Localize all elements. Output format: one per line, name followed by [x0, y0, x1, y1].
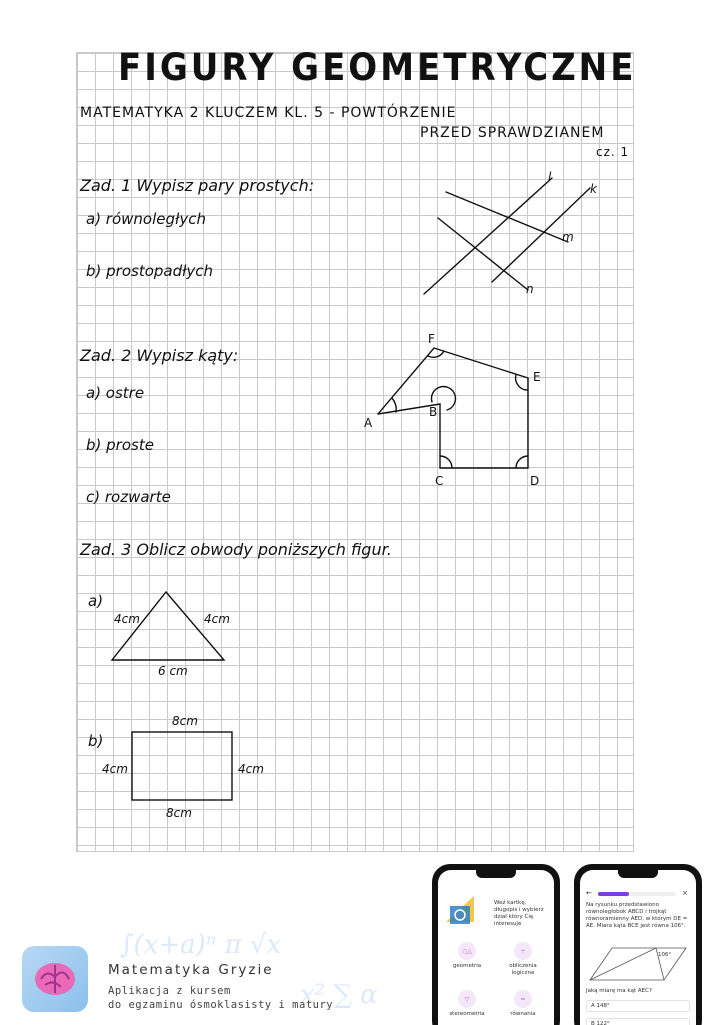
label-line-k: k — [590, 182, 597, 196]
brand-description-line-1: Aplikacja z kursem — [108, 985, 231, 997]
rectangle-top-label: 8cm — [172, 714, 198, 728]
brain-icon — [31, 959, 79, 999]
question-text: Na rysunku przedstawiono równoległobok ABCD i trójkąt równoramienny AED, w którym DE = AE. Miara kąta BCE jest równa 106°. — [586, 902, 688, 929]
category-icon: ÷ — [514, 942, 532, 960]
task-1-b: b) prostopadłych — [86, 262, 214, 280]
question-prompt: Jaką miarę ma kąt AEC? — [586, 988, 652, 994]
label-line-m: m — [562, 230, 574, 244]
label-line-l: l — [548, 170, 552, 184]
point-e: E — [533, 370, 541, 384]
progress-bar — [598, 892, 676, 896]
brand-description — [108, 984, 333, 1012]
label-line-n: n — [526, 282, 534, 296]
phone-screen — [580, 870, 696, 1025]
promo-banner — [0, 860, 720, 1025]
category-geometria[interactable]: ○△ geometria — [442, 942, 492, 970]
decorative-math-2: x² ∑ α — [300, 980, 378, 1010]
point-d: D — [530, 474, 540, 488]
phone-1-intro: Weź kartkę, długopis i wybierz dział który Cię interesuje — [494, 900, 544, 927]
category-icon: ▽ — [458, 990, 476, 1008]
parallelogram-figure — [586, 944, 690, 984]
geometry-tools-icon — [444, 892, 480, 928]
decorative-math-1: ∫(x+a)ⁿ π √x — [120, 930, 282, 960]
task-2-a: a) ostre — [86, 384, 145, 402]
category-rownania[interactable]: = równania — [498, 990, 548, 1018]
point-a: A — [364, 416, 373, 430]
task-3-a-label: a) — [88, 592, 104, 610]
task-3-heading: Zad. 3 Oblicz obwody poniższych figur. — [80, 540, 392, 559]
page-title: FIGURY GEOMETRYCZNE — [118, 46, 637, 90]
category-icon: = — [514, 990, 532, 1008]
phone-mockup-categories — [432, 864, 560, 1025]
point-f: F — [428, 332, 435, 346]
category-obliczenia[interactable]: ÷ obliczenia logiczne — [498, 942, 548, 977]
task-3-b-label: b) — [88, 732, 104, 750]
category-icon: ○△ — [458, 942, 476, 960]
subtitle-line-1: MATEMATYKA 2 KLUCZEM KL. 5 - POWTÓRZENIE — [80, 105, 457, 121]
answer-option-a[interactable]: A 148° — [586, 1000, 690, 1012]
app-logo[interactable] — [22, 946, 88, 1012]
subtitle-line-2: PRZED SPRAWDZIANEM — [420, 125, 605, 141]
close-icon[interactable]: × — [682, 889, 688, 897]
phone-screen — [438, 870, 554, 1025]
point-c: C — [435, 474, 444, 488]
triangle-left-label: 4cm — [114, 612, 140, 626]
triangle-right-label: 4cm — [204, 612, 230, 626]
phone-notch — [618, 870, 658, 878]
triangle-base-label: 6 cm — [158, 664, 188, 678]
angle-value: 106° — [658, 952, 672, 958]
task-2-b: b) proste — [86, 436, 154, 454]
task-1-a: a) równoległych — [86, 210, 206, 228]
subtitle-part: cz. 1 — [596, 145, 630, 159]
answer-option-b[interactable]: B 122° — [586, 1018, 690, 1025]
rectangle-bottom-label: 8cm — [166, 806, 192, 820]
rectangle-left-label: 4cm — [102, 762, 128, 776]
task-2-heading: Zad. 2 Wypisz kąty: — [80, 346, 239, 365]
brand-description-line-2: do egzaminu ósmoklasisty i matury — [108, 999, 334, 1011]
task-1-heading: Zad. 1 Wypisz pary prostych: — [80, 176, 315, 195]
point-b: B — [429, 405, 438, 419]
rectangle-right-label: 4cm — [238, 762, 264, 776]
progress-fill — [598, 892, 629, 896]
brand-name: Matematyka Gryzie — [108, 962, 274, 978]
category-stereometria[interactable]: ▽ stereometria — [442, 990, 492, 1018]
back-arrow-icon[interactable]: ← — [586, 889, 592, 897]
phone-notch — [476, 870, 516, 878]
phone-mockup-question — [574, 864, 702, 1025]
task-2-c: c) rozwarte — [86, 488, 171, 506]
